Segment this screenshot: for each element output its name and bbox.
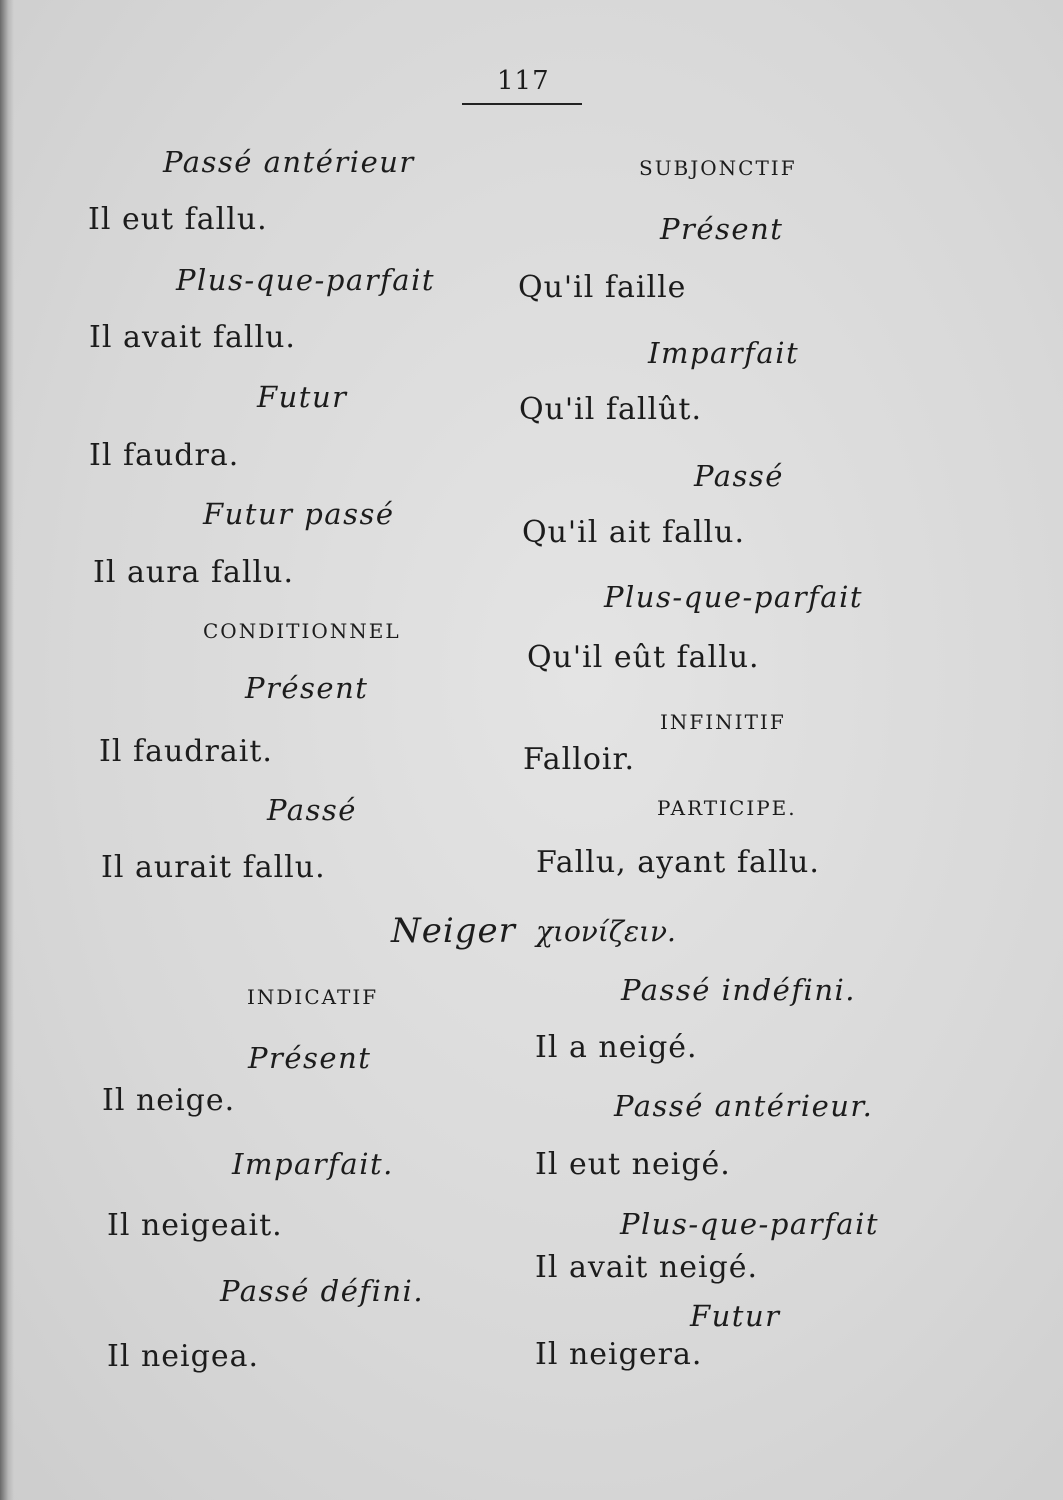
left-heading-passe-defini: Passé défini. [220, 1274, 425, 1308]
right-heading-passe-anterieur: Passé antérieur. [614, 1089, 874, 1123]
right-heading-passe-indefini: Passé indéfini. [621, 973, 857, 1007]
right-heading-plus-que-parfait: Plus-que-parfait [604, 580, 864, 614]
left-heading-passe-anterieur: Passé antérieur [163, 145, 415, 179]
right-heading-futur: Futur [690, 1299, 781, 1333]
section-infinitif: INFINITIF [660, 710, 786, 734]
right-heading-present: Présent [660, 212, 784, 246]
left-line: Il faudra. [89, 438, 240, 473]
left-line: Il neigea. [107, 1339, 260, 1374]
left-line: Il avait fallu. [89, 320, 296, 355]
left-line: Il faudrait. [99, 734, 273, 769]
left-line: Il neige. [102, 1083, 236, 1118]
right-line: Il avait neigé. [535, 1250, 759, 1285]
left-line: Il aurait fallu. [101, 850, 326, 885]
left-line: Il eut fallu. [88, 202, 268, 237]
verb-title-french: Neiger [391, 911, 516, 951]
left-line: Il aura fallu. [93, 555, 294, 590]
left-heading-present: Présent [248, 1041, 372, 1075]
left-line: Il neigeait. [107, 1208, 283, 1243]
section-participe: PARTICIPE. [657, 796, 797, 820]
left-heading-futur-passe: Futur passé [203, 497, 395, 531]
right-line: Qu'il ait fallu. [522, 515, 745, 550]
page-number: 117 [497, 66, 550, 96]
section-subjonctif: SUBJONCTIF [639, 156, 797, 180]
right-heading-imparfait: Imparfait [648, 336, 800, 370]
right-line: Il eut neigé. [535, 1147, 731, 1182]
right-line: Falloir. [523, 742, 636, 777]
verb-title-greek: χιονίζειν. [536, 915, 676, 948]
section-indicatif: INDICATIF [247, 985, 379, 1009]
right-line: Qu'il fallût. [519, 392, 702, 427]
left-heading-present: Présent [245, 671, 369, 705]
left-heading-futur: Futur [257, 380, 348, 414]
right-line: Fallu, ayant fallu. [536, 845, 820, 880]
section-conditionnel: CONDITIONNEL [203, 619, 401, 643]
page-binding-edge [0, 0, 14, 1500]
left-heading-plus-que-parfait: Plus-que-parfait [176, 263, 436, 297]
left-heading-passe: Passé [267, 793, 357, 827]
left-heading-imparfait: Imparfait. [232, 1147, 394, 1181]
right-line: Qu'il faille [518, 270, 687, 305]
page-number-rule [462, 103, 582, 105]
right-line: Il neigera. [535, 1337, 703, 1372]
right-heading-plus-que-parfait: Plus-que-parfait [620, 1207, 880, 1241]
right-heading-passe: Passé [694, 459, 784, 493]
right-line: Il a neigé. [535, 1030, 698, 1065]
right-line: Qu'il eût fallu. [527, 640, 760, 675]
